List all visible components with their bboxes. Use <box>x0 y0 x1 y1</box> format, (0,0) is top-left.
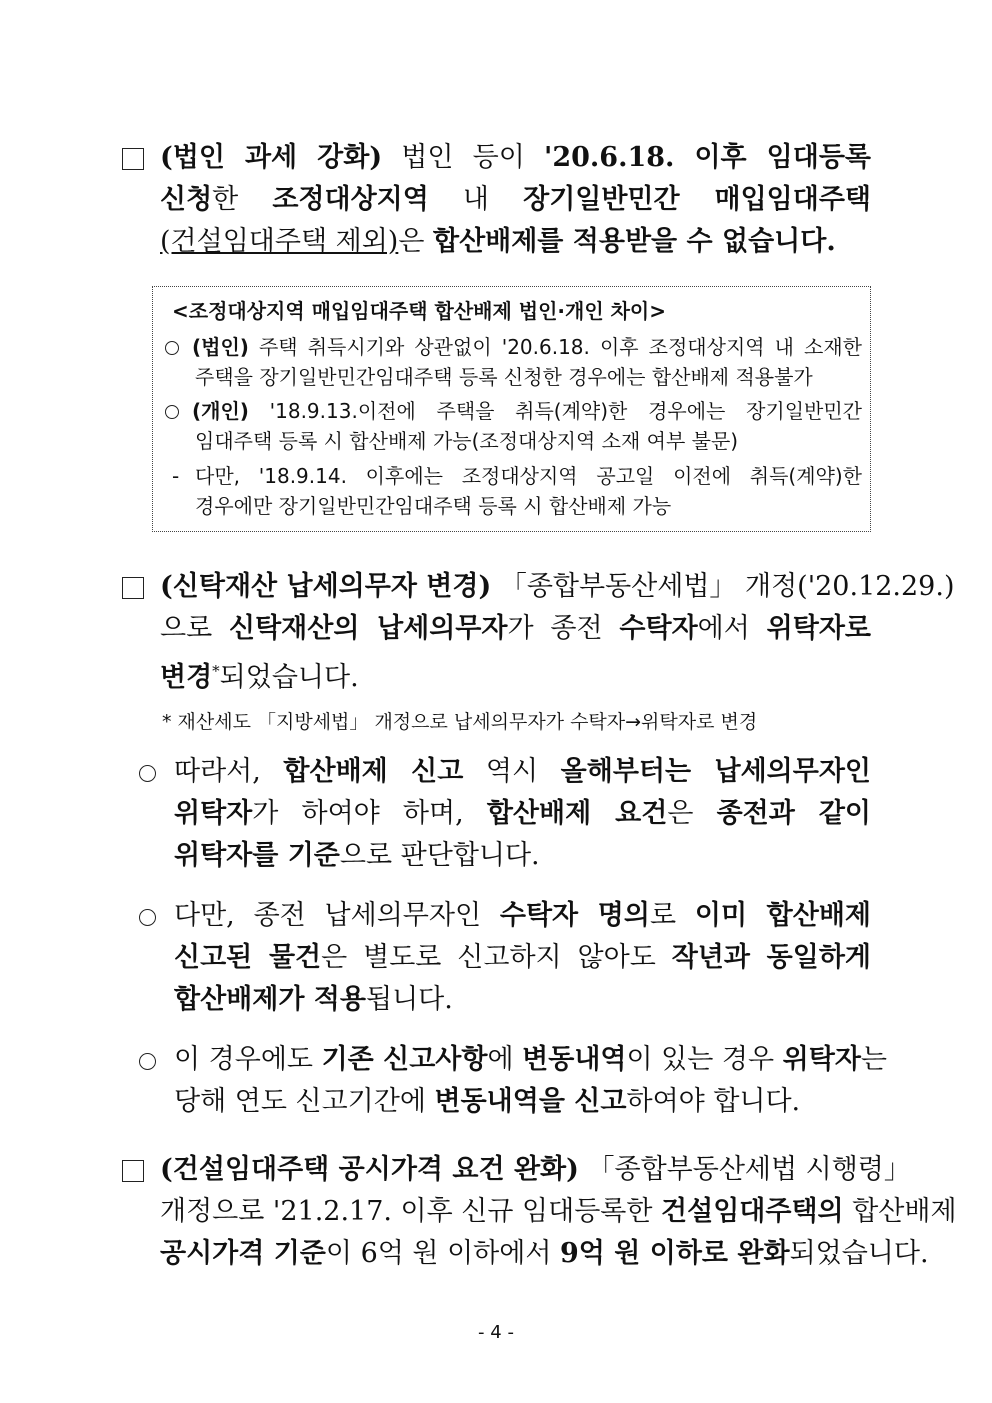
section-checkbox <box>122 577 144 599</box>
para3-line1: 이 경우에도 기존 신고사항에 변동내역이 있는 경우 위탁자는 <box>174 1044 887 1075</box>
section-checkbox <box>122 148 144 170</box>
para1-line1: 따라서, 합산배제 신고 역시 올해부터는 납세의무자인 <box>174 756 871 787</box>
para3-line2: 당해 연도 신고기간에 변동내역을 신고하여야 합니다. <box>174 1086 801 1117</box>
note-item3-line2: 경우에만 장기일반민간임대주택 등록 시 합산배제 가능 <box>195 494 672 518</box>
bullet-circle-icon <box>165 341 179 355</box>
dash-bullet: - <box>172 464 180 488</box>
bullet-circle-icon <box>139 909 156 926</box>
section1-line1: (법인 과세 강화) 법인 등이 '20.6.18. 이후 임대등록 <box>160 142 871 173</box>
page-number: - 4 - <box>478 1322 514 1343</box>
section1-line2: 신청한 조정대상지역 내 장기일반민간 매입임대주택 <box>160 184 871 215</box>
para2-line2: 신고된 물건은 별도로 신고하지 않아도 작년과 동일하게 <box>174 942 871 973</box>
para2-line3: 합산배제가 적용됩니다. <box>174 984 453 1015</box>
heading-label: (법인 과세 강화) <box>160 142 383 173</box>
section1-line3: (건설임대주택 제외)은 합산배제를 적용받을 수 없습니다. <box>160 226 836 257</box>
bullet-circle-icon <box>165 405 179 419</box>
footnote: * 재산세도 「지방세법」 개정으로 납세의무자가 수탁자→위탁자로 변경 <box>162 711 758 733</box>
section2-line3: 변경*되었습니다. <box>160 662 359 693</box>
bullet-circle-icon <box>139 765 156 782</box>
section2-line1: (신탁재산 납세의무자 변경) 「종합부동산세법」 개정('20.12.29.) <box>160 571 955 602</box>
para1-line2: 위탁자가 하여야 하며, 합산배제 요건은 종전과 같이 <box>174 798 871 829</box>
note-item1-line2: 주택을 장기일반민간임대주택 등록 신청한 경우에는 합산배제 적용불가 <box>195 365 813 389</box>
note-item3-line1: 다만, '18.9.14. 이후에는 조정대상지역 공고일 이전에 취득(계약)한 <box>195 464 862 488</box>
note-title: <조정대상지역 매입임대주택 합산배제 법인·개인 차이> <box>172 299 667 323</box>
note-item2-line2: 임대주택 등록 시 합산배제 가능(조정대상지역 소재 여부 불문) <box>195 429 739 453</box>
section3-line1: (건설임대주택 공시가격 요건 완화) 「종합부동산세법 시행령」 <box>160 1154 911 1185</box>
heading-label: (건설임대주택 공시가격 요건 완화) <box>160 1154 579 1185</box>
bullet-circle-icon <box>139 1053 156 1070</box>
section3-line2: 개정으로 '21.2.17. 이후 신규 임대등록한 건설임대주택의 합산배제 <box>160 1196 957 1227</box>
para1-line3: 위탁자를 기준으로 판단합니다. <box>174 840 540 871</box>
note-item2-line1: (개인) '18.9.13.이전에 주택을 취득(계약)한 경우에는 장기일반민간 <box>192 399 862 423</box>
note-item1-line1: (법인) 주택 취득시기와 상관없이 '20.6.18. 이후 조정대상지역 내 소재한 <box>192 335 862 359</box>
para2-line1: 다만, 종전 납세의무자인 수탁자 명의로 이미 합산배제 <box>174 900 872 931</box>
section-checkbox <box>122 1160 144 1182</box>
section2-line2: 으로 신탁재산의 납세의무자가 종전 수탁자에서 위탁자로 <box>160 613 871 644</box>
section3-line3: 공시가격 기준이 6억 원 이하에서 9억 원 이하로 완화되었습니다. <box>160 1238 929 1269</box>
heading-label: (신탁재산 납세의무자 변경) <box>160 571 492 602</box>
